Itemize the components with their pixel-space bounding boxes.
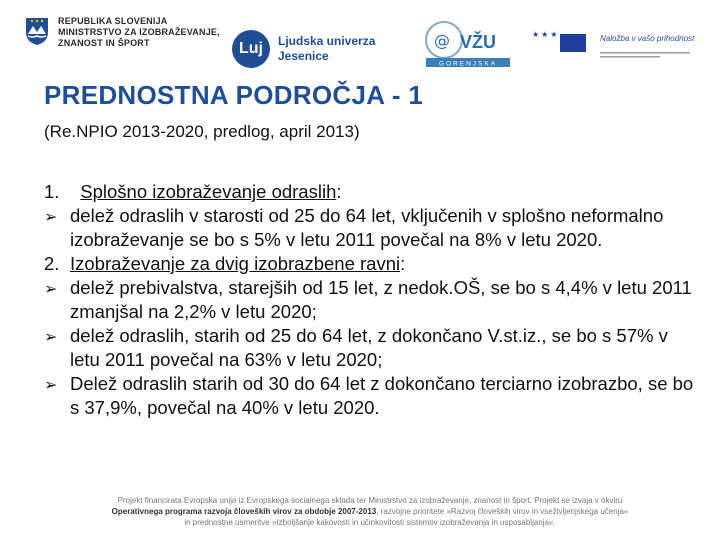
bullet-item — [44, 276, 694, 324]
luj-badge: Luj — [232, 30, 270, 68]
slide-content — [44, 180, 694, 420]
item-number: 2. — [44, 253, 60, 274]
item-number: 1. — [44, 181, 60, 202]
footer-line-2-rest: , razvojne prioritete »Razvoj človeških virov in vseživljenjskega učenja« — [376, 507, 629, 516]
footer-line-1: Projekt financirata Evropska unija iz Evropskega socialnega sklada ter Ministrstvo za izobraževanje, znanost in šport. Projekt se izvaja v okviru — [117, 496, 623, 505]
vzu-gorenjska-logo — [420, 18, 512, 70]
arrow-bullet-icon: ➢ — [44, 375, 58, 394]
ministry-logo — [24, 16, 220, 49]
luj-name — [278, 34, 375, 64]
eu-fine-print-graphic — [600, 50, 700, 62]
arrow-bullet-icon: ➢ — [44, 327, 58, 346]
bullet-item — [44, 372, 694, 420]
bullet-text: delež odraslih, starih od 25 do 64 let, z dokončano V.st.iz., se bo s 57% v letu 2011 povečal na 63% v letu 2020; — [70, 325, 668, 370]
eu-slogan: Naložba v vašo prihodnost — [600, 34, 695, 43]
luj-line-1: Ljudska univerza — [278, 34, 376, 48]
ministry-line-1: REPUBLIKA SLOVENIJA — [58, 16, 168, 26]
eu-stars-icon: ★★★ — [532, 30, 560, 39]
bullet-item — [44, 324, 694, 372]
luj-line-2: Jesenice — [278, 49, 329, 63]
item-heading — [70, 252, 694, 276]
item-colon: : — [336, 181, 342, 202]
bullet-text: delež prebivalstva, starejših od 15 let, z nedok.OŠ, se bo s 4,4% v letu 2011 zmanjšal na 2,2% v letu 2020; — [70, 277, 692, 322]
bullet-item — [44, 204, 694, 252]
vzu-sub: GORENJSKA — [438, 60, 498, 68]
footer-line-3: in prednostne usmeritve »Izboljšanje kakovosti in učinkovitosti sistemov izobraževanja in usposabljanja«. — [184, 518, 556, 527]
arrow-bullet-icon: ➢ — [44, 279, 58, 298]
bullet-text: delež odraslih v starosti od 25 do 64 let, vključenih v splošno neformalno izobraževanje se bo s 5% v letu 2011 povečal na 8% v letu 2020. — [70, 205, 664, 250]
bullet-text: Delež odraslih starih od 30 do 64 let z dokončano terciarno izobrazbo, se bo s 37,9%, povečal na 40% v letu 2020. — [70, 373, 694, 418]
funding-footer — [60, 495, 680, 528]
arrow-bullet-icon: ➢ — [44, 207, 58, 226]
item-colon: : — [400, 253, 406, 274]
list-item — [44, 252, 694, 276]
item-title: Izobraževanje za dvig izobrazbene ravni — [70, 253, 401, 274]
slide-title: PREDNOSTNA PODROČJA - 1 — [44, 80, 424, 110]
header-logos — [0, 0, 720, 80]
list-item — [44, 180, 694, 204]
ministry-name — [58, 16, 220, 49]
ministry-line-2: MINISTRSTVO ZA IZOBRAŽEVANJE, — [58, 27, 220, 37]
eu-logo — [530, 28, 700, 74]
at-icon: @ — [434, 31, 450, 50]
item-title: Splošno izobraževanje odraslih — [80, 181, 337, 202]
ministry-line-3: ZNANOST IN ŠPORT — [58, 38, 150, 48]
item-heading — [70, 180, 694, 204]
footer-line-2 — [60, 506, 680, 517]
vzu-text: VŽU — [460, 32, 496, 52]
luj-logo — [232, 30, 375, 68]
footer-program: Operativnega programa razvoja človeških virov za obdobje 2007-2013 — [111, 507, 377, 516]
slovenia-crest-icon — [24, 16, 50, 46]
slide-subtitle: (Re.NPIO 2013-2020, predlog, april 2013) — [44, 122, 360, 141]
eu-flag-icon — [560, 34, 586, 52]
